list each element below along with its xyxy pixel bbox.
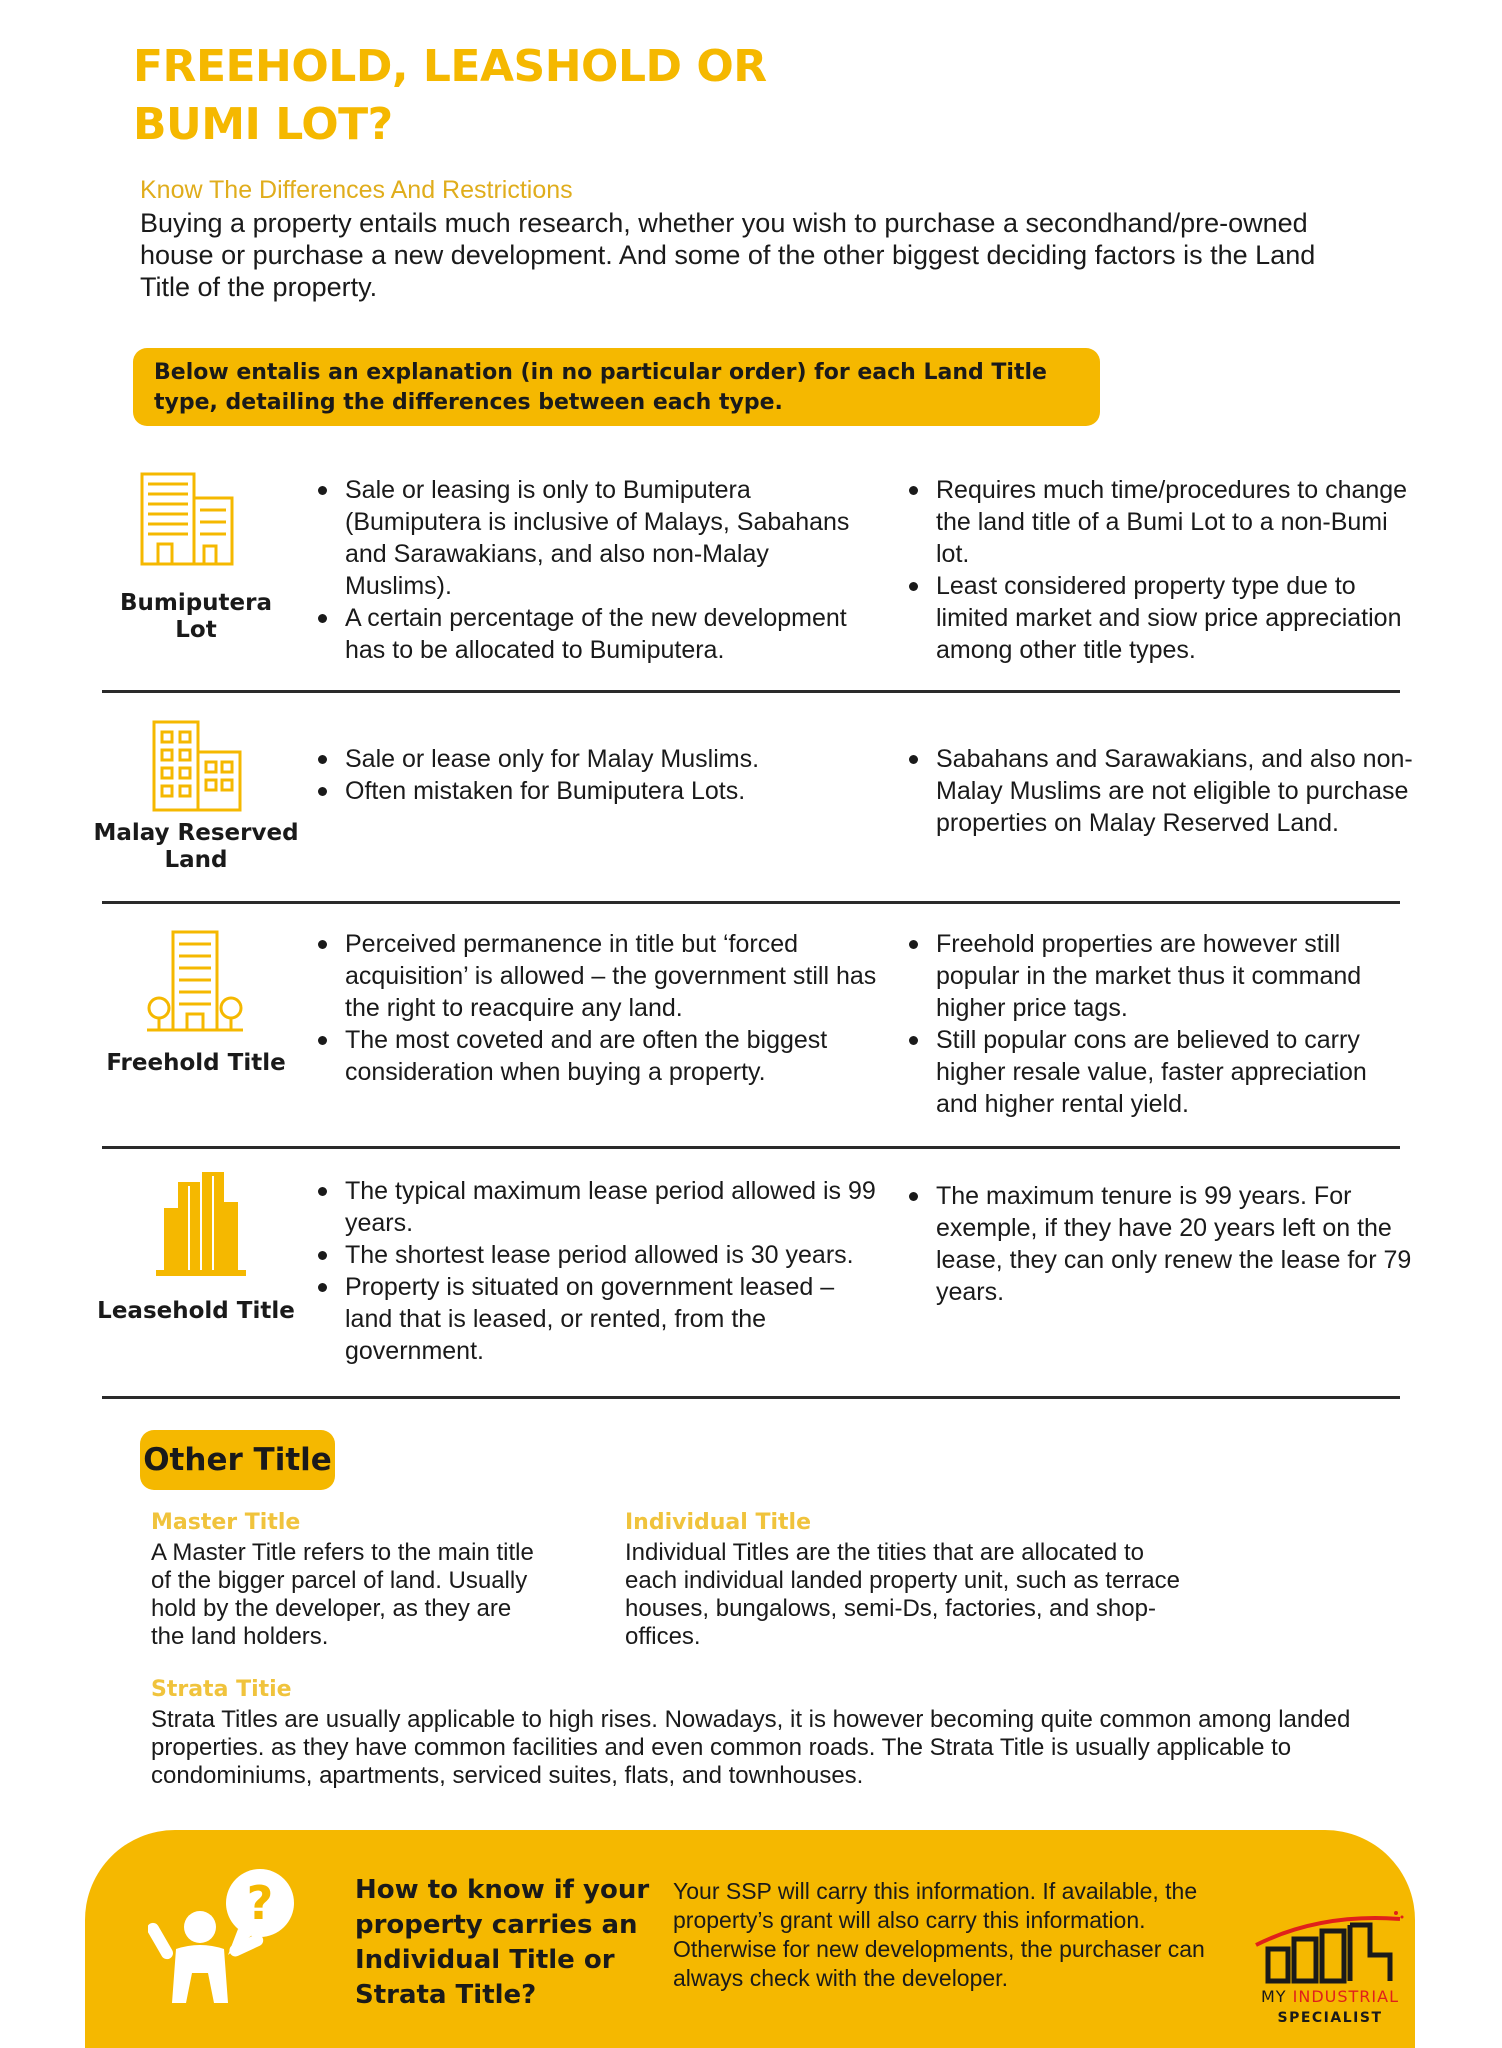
row-divider [102,1146,1400,1149]
list-item: The typical maximum lease period allowed is 99 years. [312,1175,882,1239]
page-title-line2: BUMI LOT? [133,99,393,150]
strata-title-heading: Strata Titie [151,1677,292,1702]
buildings-icon [138,470,238,570]
list-item: A certain percentage of the new development has to be allocated to Bumiputera. [312,602,882,666]
list-item: The most coveted and are often the biggest consideration when buying a property. [312,1024,882,1088]
list-item: Sale or leasing is only to Bumiputera (Bumiputera is inclusive of Malays, Sabahans and Sarawakians, and also non-Malay Muslims). [312,474,882,602]
list-item: The shortest lease period allowed is 30 years. [312,1239,882,1271]
footer-question: How to know if your property carries an Individual Title or Strata Title? [355,1875,650,2010]
list-item: Often mistaken for Bumiputera Lots. [312,775,882,807]
list-item: Requires much time/procedures to change the land title of a Bumi Lot to a non-Bumi lot. [903,474,1413,570]
callout-text: Below entalis an explanation (in no particular order) for each Land Title type, detailing the differences between each type. [154,360,1047,415]
apartment-block-icon [150,718,250,818]
title-label-bumiputera: Bumiputera Lot [119,590,273,643]
logo-wordmark: MY INDUSTRIAL [1260,1987,1399,2006]
list-item: Freehold properties are however still popular in the market thus it command higher price tags. [903,928,1413,1024]
page-title-line1: FREEHOLD, LEASHOLD OR [133,41,767,92]
malay-right-list [903,743,1413,839]
company-logo-icon [1250,1905,1410,1985]
master-title-heading: Master Title [151,1510,301,1535]
title-label-leasehold: Leasehold Title [97,1298,295,1324]
page-subtitle: Know The Differences And Restrictions [140,176,573,204]
tower-with-trees-icon [145,928,245,1038]
page-title [133,38,767,154]
intro-paragraph: Buying a property entails much research, whether you wish to purchase a secondhand/pre-owned house or purchase a new development. And some of the other biggest deciding factors is the Land Title of the property. [140,208,1316,302]
svg-text:?: ? [246,1876,274,1930]
skyscrapers-icon [152,1172,252,1282]
list-item: Property is situated on government leased – land that is leased, or rented, from the government. [312,1271,882,1367]
title-label-malay-reserved: Malay Reserved Land [93,820,299,873]
footer-answer: Your SSP will carry this information. If available, the property’s grant will also carry this information. Otherwise for new developments, the purchaser can always check with the developer. [673,1878,1205,1991]
list-item: The maximum tenure is 99 years. For exemple, if they have 20 years left on the lease, they can only renew the lease for 79 years. [903,1180,1423,1308]
row-divider [102,1396,1400,1399]
leasehold-left-list [312,1175,882,1367]
bumiputera-right-list [903,474,1413,666]
row-divider [102,901,1400,904]
individual-title-heading: Individual Title [625,1510,812,1535]
malay-left-list [312,743,882,807]
freehold-left-list [312,928,882,1088]
strata-title-body: Strata Titles are usually applicable to high rises. Nowadays, it is however becoming quite common among landed properties. as they have common facilities and even common roads. The Strata Title is usually applicable to condominiums, apartments, serviced suites, flats, and townhouses. [151,1706,1351,1789]
individual-title-body: Individual Titles are the tities that are allocated to each individual landed property unit, such as terrace houses, bungalows, semi-Ds, factories, and shop-offices. [625,1539,1180,1650]
freehold-right-list [903,928,1413,1120]
other-title-heading: Other Title [143,1442,332,1478]
logo-tagline: SPECIALIST [1277,2010,1383,2026]
list-item: Sabahans and Sarawakians, and also non-Malay Muslims are not eligible to purchase properties on Malay Reserved Land. [903,743,1413,839]
bumiputera-left-list [312,474,882,666]
master-title-body: A Master Title refers to the main title of the bigger parcel of land. Usually hold by the developer, as they are the land holders. [151,1539,534,1650]
person-question-icon [148,1863,328,2013]
title-label-freehold: Freehold Title [106,1050,286,1076]
list-item: Sale or lease only for Malay Muslims. [312,743,882,775]
list-item: Perceived permanence in title but ‘forced acquisition’ is allowed – the government still has the right to reacquire any land. [312,928,882,1024]
row-divider [102,690,1400,693]
list-item: Still popular cons are believed to carry higher resale value, faster appreciation and higher rental yield. [903,1024,1413,1120]
list-item: Least considered property type due to limited market and siow price appreciation among other title types. [903,570,1413,666]
leasehold-right-list [903,1180,1423,1308]
